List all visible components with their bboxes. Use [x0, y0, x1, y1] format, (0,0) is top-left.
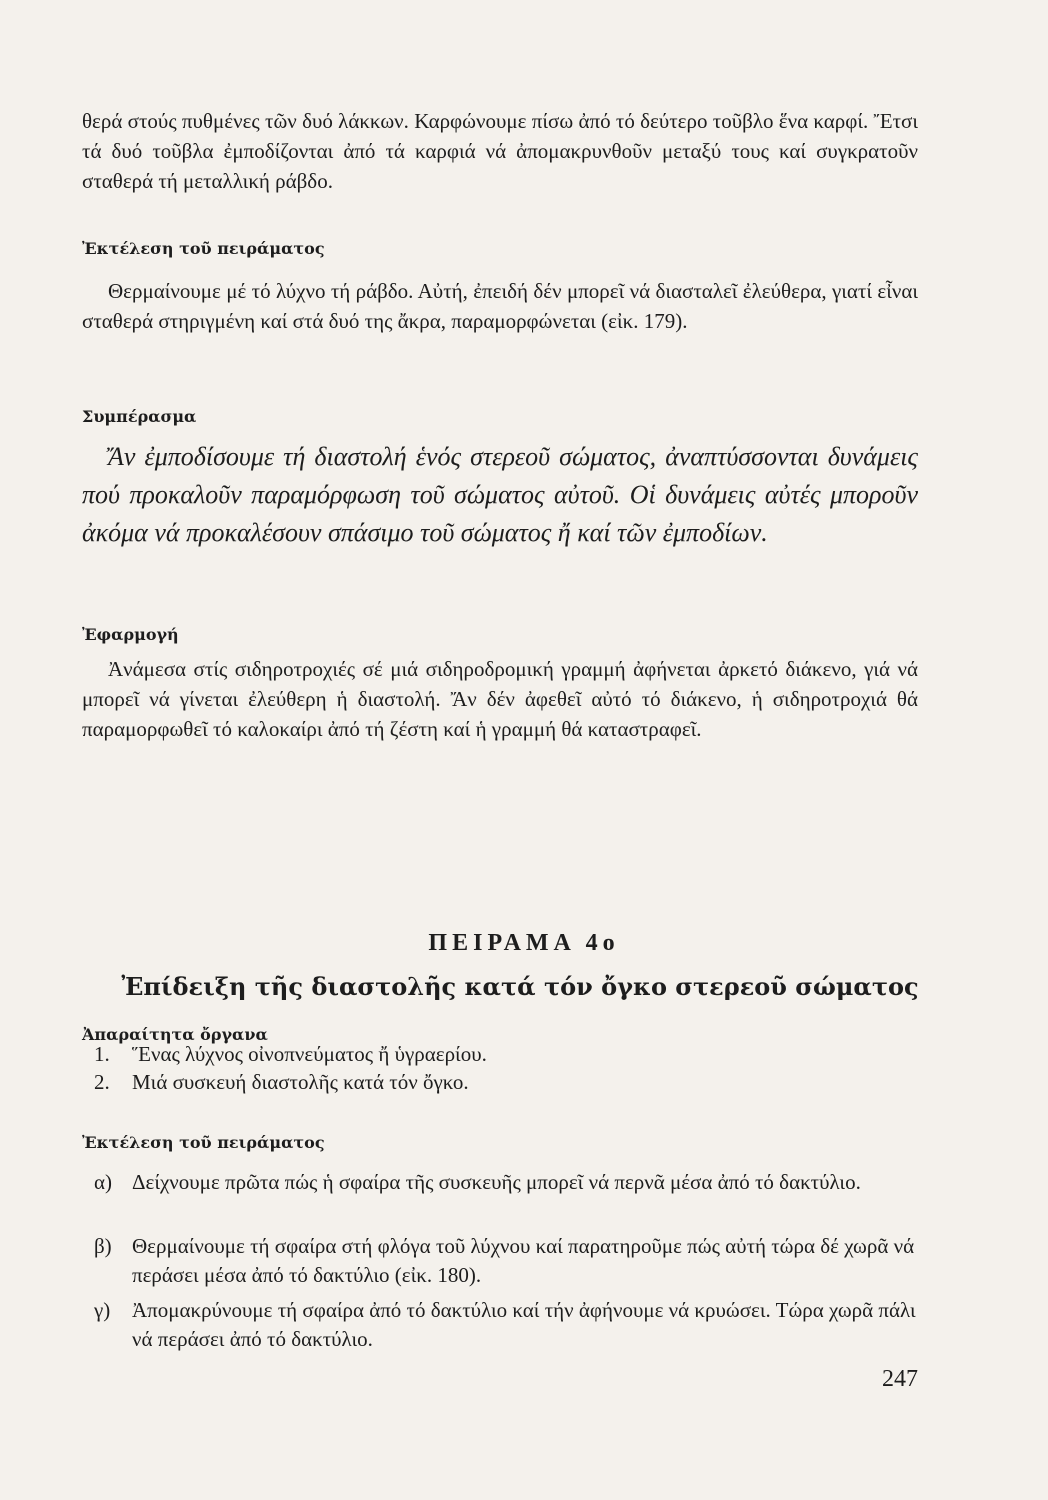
equipment-item: [82, 1068, 918, 1097]
step-marker: β): [94, 1234, 112, 1258]
list-marker: 1.: [94, 1042, 110, 1066]
execution-step: [82, 1232, 918, 1290]
conclusion-heading: Συμπέρασμα: [82, 407, 197, 426]
execution-heading-1: Ἐκτέλεση τοῦ πειράματος: [82, 239, 325, 258]
execution-step: [82, 1168, 918, 1197]
step-marker: γ): [94, 1298, 111, 1322]
list-text: Μιά συσκευή διαστολῆς κατά τόν ὄγκο.: [132, 1070, 469, 1094]
page-number: 247: [882, 1366, 918, 1392]
intro-paragraph: θερά στούς πυθμένες τῶν δυό λάκκων. Καρφώνουμε πίσω ἀπό τό δεύτερο τοῦβλο ἕνα καρφί. Ἔτσι τά δυό τοῦβλα ἐμποδίζονται ἀπό τά καρφιά νά ἀπομακρυνθοῦν μεταξύ τους καί συγκρατοῦν σταθερά τή μεταλλική ράβδο.: [82, 109, 918, 193]
execution-paragraph-1: Θερμαίνουμε μέ τό λύχνο τή ράβδο. Αὐτή, ἐπειδή δέν μπορεῖ νά διασταλεῖ ἐλεύθερα, γιατί εἶναι σταθερά στηριγμένη καί στά δυό της ἄκρα, παραμορφώνεται (εἰκ. 179).: [82, 279, 918, 333]
experiment-title: ΠΕΙΡΑΜΑ 4ο: [428, 930, 620, 956]
application-heading: Ἐφαρμογή: [82, 625, 179, 644]
execution-step: [82, 1296, 918, 1354]
list-marker: 2.: [94, 1070, 110, 1094]
conclusion-paragraph: Ἄν ἐμποδίσουμε τή διαστολή ἑνός στερεοῦ σώματος, ἀναπτύσσονται δυνάμεις πού προκαλοῦν παραμόρφωση τοῦ σώματος αὐτοῦ. Οἱ δυνάμεις αὐτές μποροῦν ἀκόμα νά προκαλέσουν σπάσιμο τοῦ σώματος ἤ καί τῶν ἐμποδίων.: [82, 442, 918, 547]
list-text: Ἕνας λύχνος οἰνοπνεύματος ἤ ὑγραερίου.: [132, 1042, 487, 1066]
equipment-item: [82, 1040, 918, 1069]
experiment-subtitle: Ἐπίδειξη τῆς διαστολῆς κατά τόν ὄγκο στερεοῦ σώματος: [121, 972, 919, 1001]
equipment-heading: Ἀπαραίτητα ὄργανα: [82, 1025, 268, 1044]
step-text: Ἀπομακρύνουμε τή σφαίρα ἀπό τό δακτύλιο καί τήν ἀφήνουμε νά κρυώσει. Τώρα χωρᾶ πάλι νά περάσει ἀπό τό δακτύλιο.: [132, 1298, 916, 1351]
step-marker: α): [94, 1170, 112, 1194]
execution-heading-2: Ἐκτέλεση τοῦ πειράματος: [82, 1133, 325, 1152]
step-text: Θερμαίνουμε τή σφαίρα στή φλόγα τοῦ λύχνου καί παρατηροῦμε πώς αὐτή τώρα δέ χωρᾶ νά περάσει μέσα ἀπό τό δακτύλιο (εἰκ. 180).: [132, 1234, 915, 1287]
application-paragraph: Ἀνάμεσα στίς σιδηροτροχιές σέ μιά σιδηροδρομική γραμμή ἀφήνεται ἀρκετό διάκενο, γιά νά μπορεῖ νά γίνεται ἐλεύθερη ἡ διαστολή. Ἄν δέν ἀφεθεῖ αὐτό τό διάκενο, ἡ σιδηροτροχιά θά παραμορφωθεῖ τό καλοκαίρι ἀπό τή ζέστη καί ἡ γραμμή θά καταστραφεῖ.: [82, 657, 918, 741]
step-text: Δείχνουμε πρῶτα πώς ἡ σφαίρα τῆς συσκευῆς μπορεῖ νά περνᾶ μέσα ἀπό τό δακτύλιο.: [132, 1170, 861, 1194]
